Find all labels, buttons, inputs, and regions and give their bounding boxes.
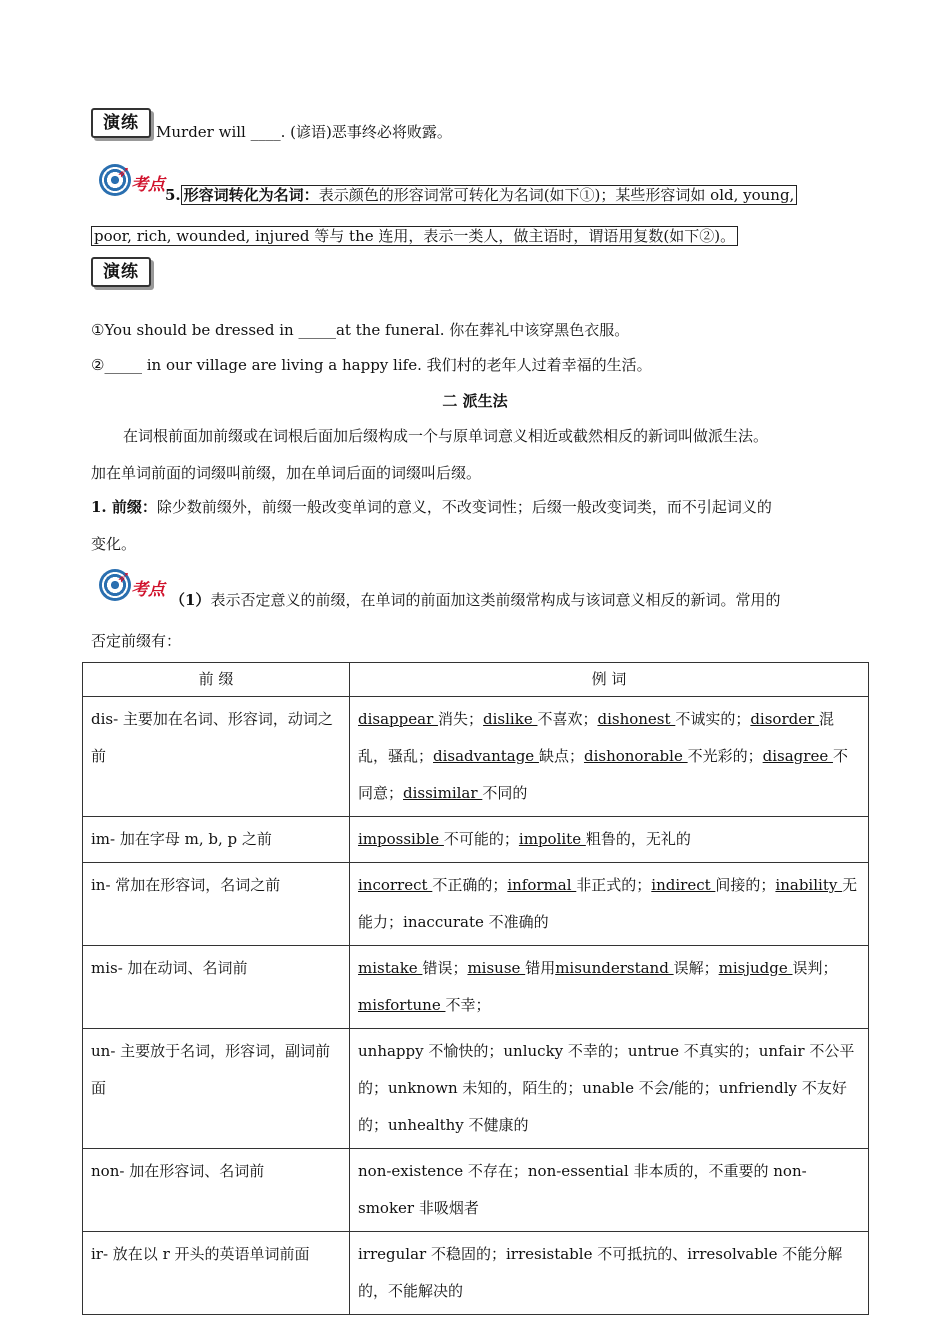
point5-title: 形容词转化为名词： <box>183 186 319 204</box>
example-word: disorder <box>750 710 820 728</box>
point5-line2 <box>91 225 738 247</box>
prefix-cell: ir- 放在以 r 开头的英语单词前面 <box>83 1232 350 1315</box>
example-meaning: 未知的，陌生的； <box>462 1079 583 1097</box>
point-badge-label: 考点 <box>131 175 165 195</box>
point5-text2: poor, rich, wounded, injured 等与 the 连用，表示一类人，做主语时，谓语用复数(如下②)。 <box>91 226 738 246</box>
point-neg-label: （1） <box>170 591 211 609</box>
point-badge <box>95 162 167 200</box>
example-meaning: 不公平的； <box>358 1042 855 1097</box>
example-word: disagree <box>762 747 833 765</box>
header-prefix: 前 缀 <box>83 663 350 697</box>
prefix-cell: in- 常加在形容词，名词之前 <box>83 863 350 946</box>
table-header-row <box>83 663 869 697</box>
prefix-table <box>82 662 869 1315</box>
prefix-cell: mis- 加在动词、名词前 <box>83 946 350 1029</box>
prefix-cell: un- 主要放于名词，形容词，副词前面 <box>83 1029 350 1149</box>
example-word: unlucky <box>503 1042 568 1060</box>
practice-badge-label: 演练 <box>91 108 151 138</box>
examples-cell <box>350 697 869 817</box>
prefix-para-text1: 除少数前缀外，前缀一般改变单词的意义，不改变词性；后缀一般改变词类，而不引起词义的 <box>156 498 772 516</box>
example-word: impossible <box>358 830 444 848</box>
example-meaning: 粗鲁的，无礼的 <box>585 830 691 848</box>
example-word: non-existence <box>358 1162 468 1180</box>
point-neg-line1 <box>170 589 780 611</box>
example-word: dislike <box>483 710 538 728</box>
example-meaning: 不可抵抗的、 <box>597 1245 688 1263</box>
example-word: non-smoker <box>358 1162 807 1217</box>
example-word: informal <box>507 876 577 894</box>
example-word: dishonorable <box>583 747 688 765</box>
example-word: unfair <box>758 1042 810 1060</box>
example-meaning: 非吸烟者 <box>418 1199 479 1217</box>
example-meaning: 无能力； <box>358 876 858 931</box>
examples-cell <box>350 946 869 1029</box>
point5-text1: 表示颜色的形容词常可转化为名词(如下①)；某些形容词如 old, young, <box>318 186 795 204</box>
point-neg-line2: 否定前缀有： <box>91 632 182 650</box>
example-meaning: 不光彩的； <box>687 747 763 765</box>
table-row <box>83 1029 869 1149</box>
example-word: dishonest <box>597 710 676 728</box>
example-word: misfortune <box>358 996 446 1014</box>
example-word: dissimilar <box>403 784 483 802</box>
table-row <box>83 817 869 863</box>
intro-line2: 加在单词前面的词缀叫前缀，加在单词后面的词缀叫后缀。 <box>91 464 482 482</box>
table-row <box>83 946 869 1029</box>
intro-line1: 在词根前面加前缀或在词根后面加后缀构成一个与原单词意义相近或截然相反的新词叫做派生法。 <box>123 427 769 445</box>
example-meaning: 不存在； <box>467 1162 528 1180</box>
header-examples: 例 词 <box>350 663 869 697</box>
example-meaning: 不诚实的； <box>675 710 751 728</box>
example-word: disadvantage <box>433 747 539 765</box>
point5-line1 <box>165 184 797 206</box>
example-word: non-essential <box>527 1162 634 1180</box>
example-meaning: 不准确的 <box>488 913 549 931</box>
example-word: misunderstand <box>555 959 674 977</box>
example-word: unfriendly <box>718 1079 802 1097</box>
example-meaning: 不幸； <box>445 996 491 1014</box>
examples-cell <box>350 863 869 946</box>
example-meaning: 误判； <box>792 959 838 977</box>
prefix-para-line2: 变化。 <box>91 535 137 553</box>
example-meaning: 不能分解的，不能解决的 <box>358 1245 843 1300</box>
example-word: irresistable <box>505 1245 598 1263</box>
example-word: indirect <box>651 876 716 894</box>
example-word: inaccurate <box>403 913 489 931</box>
point-badge-2 <box>95 567 167 605</box>
example-word: disappear <box>358 710 439 728</box>
arrow-icon: ➶ <box>117 567 131 586</box>
example-meaning: 错误； <box>422 959 468 977</box>
prefix-cell: non- 加在形容词、名词前 <box>83 1149 350 1232</box>
example-meaning: 不同的 <box>482 784 528 802</box>
example-meaning: 误解； <box>673 959 719 977</box>
example-word: inability <box>775 876 843 894</box>
example-meaning: 缺点； <box>538 747 584 765</box>
section-title: 二 派生法 <box>442 392 508 410</box>
practice-badge-2 <box>91 257 151 287</box>
example-word: impolite <box>518 830 586 848</box>
example-word: untrue <box>627 1042 684 1060</box>
example-meaning: 不愉快的； <box>428 1042 504 1060</box>
example-word: irregular <box>358 1245 431 1263</box>
table-row <box>83 1149 869 1232</box>
example-word: misuse <box>467 959 526 977</box>
examples-cell <box>350 1149 869 1232</box>
example-meaning: 间接的； <box>715 876 776 894</box>
practice-sentence: Murder will ____. (谚语)恶事终必将败露。 <box>156 123 452 141</box>
point5-number: 5. <box>165 186 181 204</box>
example-word: misjudge <box>718 959 793 977</box>
exercise-2: ②_____ in our village are living a happy life. 我们村的老年人过着幸福的生活。 <box>91 356 652 374</box>
example-word: unhealthy <box>388 1116 469 1134</box>
example-meaning: 不正确的； <box>432 876 508 894</box>
example-meaning: 非本质的，不重要的 <box>633 1162 774 1180</box>
examples-cell <box>350 1232 869 1315</box>
arrow-icon: ➶ <box>117 162 131 181</box>
exercise-1: ①You should be dressed in _____at the funeral. 你在葬礼中该穿黑色衣服。 <box>91 321 630 339</box>
example-word: mistake <box>358 959 423 977</box>
example-meaning: 不同意； <box>358 747 848 802</box>
example-meaning: 错用 <box>525 959 556 977</box>
example-word: unhappy <box>358 1042 429 1060</box>
table-row <box>83 863 869 946</box>
examples-cell <box>350 1029 869 1149</box>
prefix-cell: im- 加在字母 m, b, p 之前 <box>83 817 350 863</box>
table-row <box>83 1232 869 1315</box>
example-word: irresolvable <box>687 1245 783 1263</box>
example-meaning: 混乱，骚乱； <box>358 710 835 765</box>
example-meaning: 不喜欢； <box>537 710 598 728</box>
examples-cell <box>350 817 869 863</box>
table-row <box>83 697 869 817</box>
example-meaning: 消失； <box>438 710 484 728</box>
prefix-cell: dis- 主要加在名词、形容词，动词之前 <box>83 697 350 817</box>
example-meaning: 不稳固的； <box>430 1245 506 1263</box>
point-neg-text1: 表示否定意义的前缀，在单词的前面加这类前缀常构成与该词意义相反的新词。常用的 <box>210 591 781 609</box>
example-meaning: 不真实的； <box>683 1042 759 1060</box>
example-word: unknown <box>388 1079 463 1097</box>
example-meaning: 不健康的 <box>468 1116 529 1134</box>
prefix-para-label: 1. 前缀： <box>91 498 157 516</box>
example-meaning: 不会/能的； <box>638 1079 719 1097</box>
practice-badge <box>91 108 151 138</box>
example-meaning: 非正式的； <box>576 876 652 894</box>
point-badge-2-label: 考点 <box>131 580 165 600</box>
practice-badge-2-label: 演练 <box>91 257 151 287</box>
example-meaning: 不友好的； <box>358 1079 847 1134</box>
example-word: unable <box>582 1079 639 1097</box>
example-meaning: 不幸的； <box>567 1042 628 1060</box>
example-word: incorrect <box>358 876 433 894</box>
point5-box-line1 <box>181 185 798 205</box>
example-meaning: 不可能的； <box>443 830 519 848</box>
prefix-para-line1 <box>91 496 772 518</box>
